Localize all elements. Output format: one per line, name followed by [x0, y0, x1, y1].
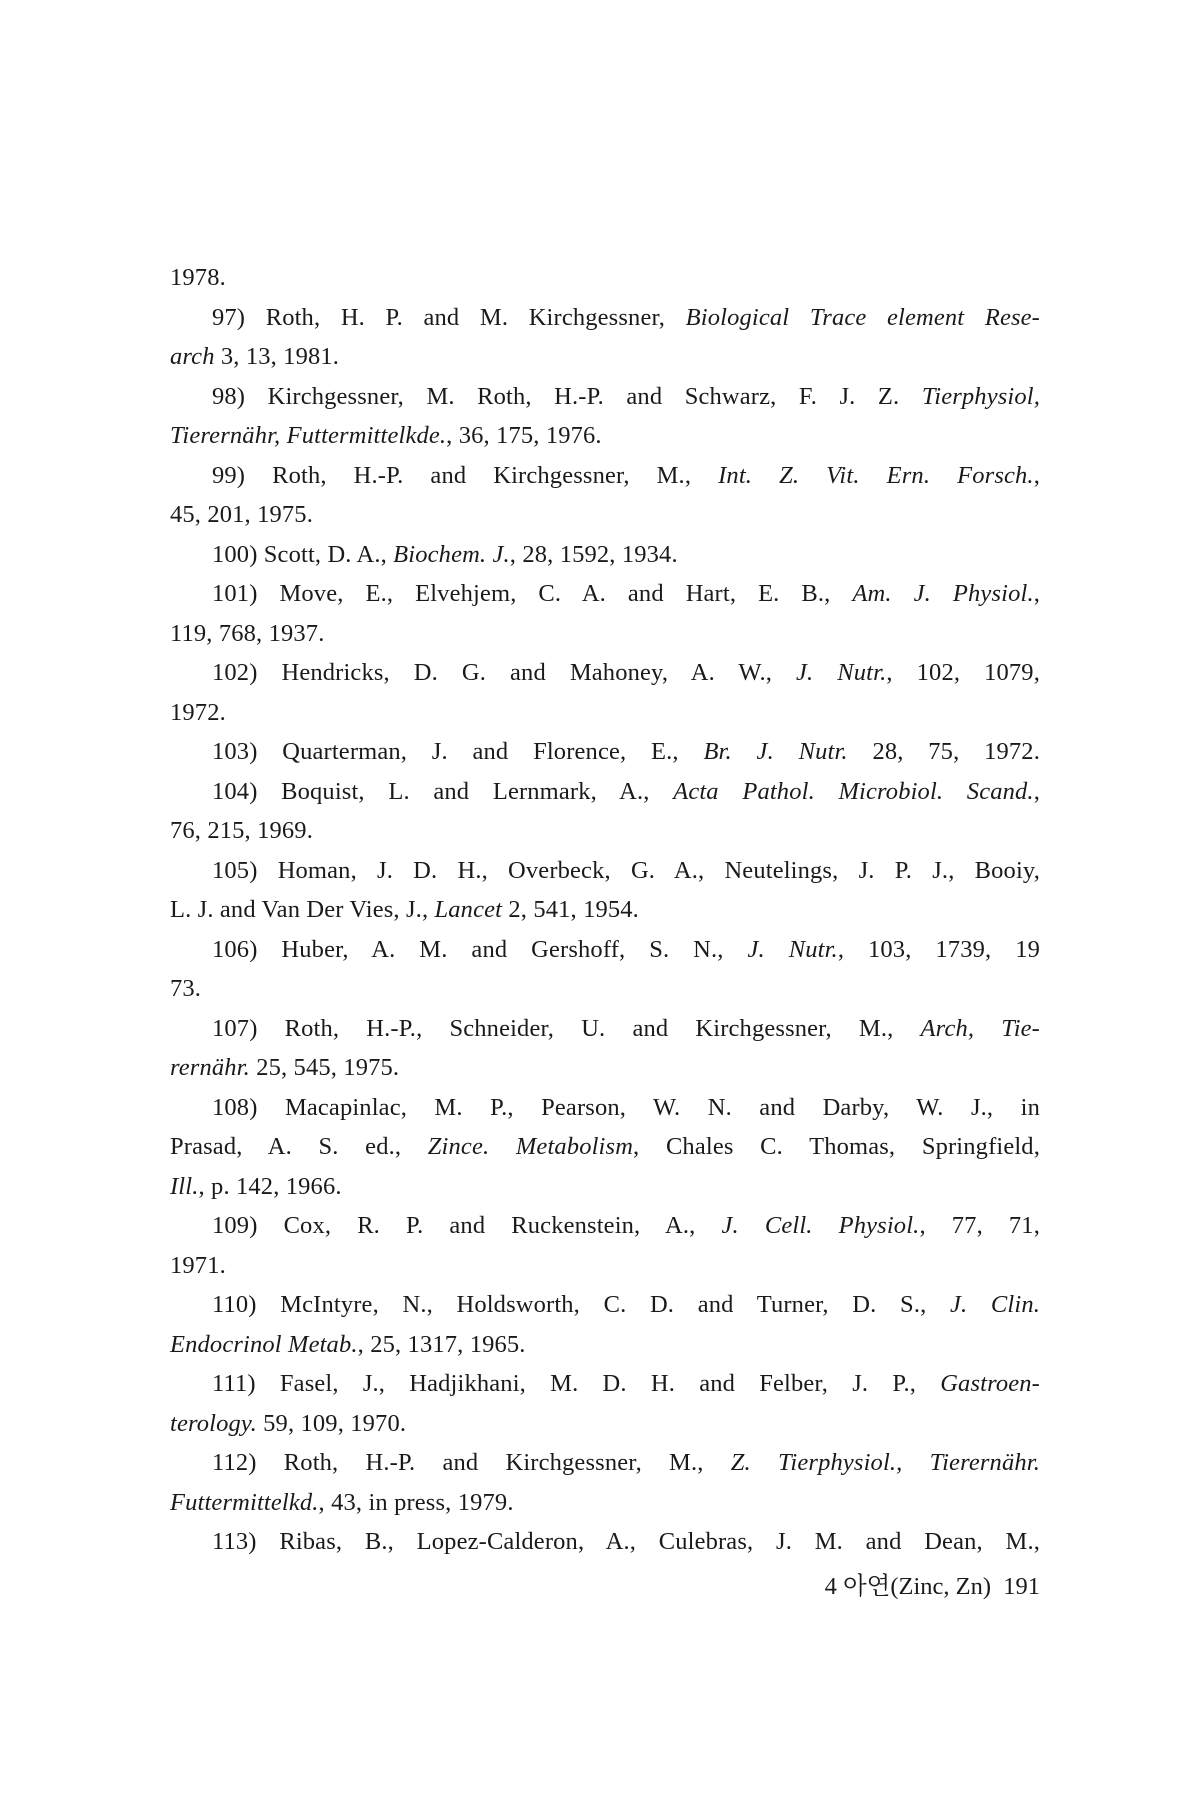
reference-line: [170, 811, 1040, 851]
journal-title: Biological Trace element Rese-: [685, 303, 1040, 331]
reference-text: 73.: [170, 975, 202, 1002]
journal-title: rernähr.: [170, 1054, 250, 1081]
reference-line: [170, 1483, 1040, 1523]
reference-line: [170, 1325, 1040, 1365]
journal-title: Tierernähr, Futtermittelkde.: [170, 422, 447, 449]
reference-line: [170, 653, 1040, 693]
reference-text: L. J. and Van Der Vies, J.,: [170, 896, 435, 923]
journal-title: Lancet: [434, 896, 503, 923]
journal-title: Ill.: [170, 1172, 199, 1200]
reference-text: ,: [1033, 580, 1040, 607]
reference-line: [170, 969, 1040, 1009]
reference-text: 104) Boquist, L. and Lernmark, A.,: [212, 777, 674, 805]
reference-text: 28, 75, 1972.: [847, 738, 1040, 765]
reference-text: 112) Roth, H.-P. and Kirchgessner, M.,: [212, 1449, 731, 1476]
reference-text: 102) Hendricks, D. G. and Mahoney, A. W.,: [212, 659, 796, 686]
reference-text: 109) Cox, R. P. and Ruckenstein, A.,: [212, 1212, 722, 1239]
reference-line: [170, 693, 1040, 733]
reference-text: 110) McIntyre, N., Holdsworth, C. D. and Turner, D. S.,: [212, 1291, 950, 1318]
reference-line: [170, 1522, 1040, 1562]
journal-title: Biochem. J.: [393, 540, 510, 568]
reference-text: , 25, 1317, 1965.: [357, 1330, 526, 1358]
journal-title: Futtermittelkd.: [170, 1488, 319, 1516]
reference-text: 97) Roth, H. P. and M. Kirchgessner,: [212, 303, 686, 331]
journal-title: terology.: [170, 1409, 257, 1437]
reference-line: [170, 1167, 1040, 1207]
reference-line: [170, 574, 1040, 614]
reference-text: 105) Homan, J. D. H., Overbeck, G. A., Neutelings, J. P. J., Booiy,: [212, 856, 1040, 884]
journal-title: Gastroen-: [940, 1370, 1040, 1397]
reference-line: [170, 495, 1040, 535]
reference-line: [170, 258, 1040, 298]
reference-line: [170, 456, 1040, 496]
reference-text: 1971.: [170, 1251, 226, 1279]
reference-text: , Chales C. Thomas, Springfield,: [633, 1133, 1040, 1160]
reference-text: 108) Macapinlac, M. P., Pearson, W. N. and Darby, W. J., in: [212, 1093, 1040, 1121]
reference-line: [170, 1206, 1040, 1246]
reference-text: , 102, 1079,: [886, 659, 1040, 686]
reference-text: 25, 545, 1975.: [249, 1054, 400, 1081]
journal-title: Br. J. Nutr.: [703, 738, 848, 765]
reference-line: [170, 851, 1040, 891]
reference-line: [170, 535, 1040, 575]
reference-text: 59, 109, 1970.: [256, 1409, 407, 1437]
reference-line: [170, 1009, 1040, 1049]
reference-line: [170, 1127, 1040, 1167]
journal-title: Am. J. Physiol.: [852, 580, 1034, 607]
reference-line: [170, 1088, 1040, 1128]
reference-text: 3, 13, 1981.: [214, 343, 340, 370]
reference-text: , 28, 1592, 1934.: [509, 540, 678, 568]
journal-title: Tierphysiol,: [921, 382, 1040, 410]
reference-text: 107) Roth, H.-P., Schneider, U. and Kirchgessner, M.,: [212, 1014, 921, 1042]
journal-title: Zince. Metabolism: [427, 1133, 634, 1160]
reference-text: , 77, 71,: [919, 1212, 1040, 1239]
reference-line: [170, 337, 1040, 377]
reference-text: 101) Move, E., Elvehjem, C. A. and Hart, E. B.,: [212, 580, 853, 607]
reference-line: [170, 890, 1040, 930]
reference-text: Prasad, A. S. ed.,: [170, 1133, 428, 1160]
reference-line: [170, 772, 1040, 812]
reference-line: [170, 732, 1040, 772]
journal-title: Arch, Tie-: [920, 1014, 1040, 1042]
journal-title: arch: [170, 343, 215, 370]
reference-text: 1972.: [170, 698, 226, 726]
reference-text: 103) Quarterman, J. and Florence, E.,: [212, 738, 704, 765]
reference-text: 1978.: [170, 264, 226, 291]
journal-title: J. Cell. Physiol.: [721, 1212, 920, 1239]
reference-line: [170, 1443, 1040, 1483]
reference-text: 2, 541, 1954.: [502, 896, 639, 923]
reference-text: 76, 215, 1969.: [170, 817, 313, 844]
journal-title: Int. Z. Vit. Ern. Forsch.: [718, 461, 1034, 489]
page-footer: [700, 1572, 1040, 1602]
reference-line: [170, 930, 1040, 970]
journal-title: J. Nutr.: [747, 935, 838, 963]
journal-title: Z. Tierphysiol., Tierernähr.: [730, 1449, 1040, 1476]
reference-text: 100) Scott, D. A.,: [212, 540, 394, 568]
journal-title: Endocrinol Metab.: [170, 1330, 358, 1358]
reference-text: 106) Huber, A. M. and Gershoff, S. N.,: [212, 935, 748, 963]
reference-line: [170, 1364, 1040, 1404]
reference-text: 98) Kirchgessner, M. Roth, H.-P. and Schwarz, F. J. Z.: [212, 382, 922, 410]
journal-title: Acta Pathol. Microbiol. Scand.: [673, 777, 1034, 805]
reference-line: [170, 1246, 1040, 1286]
reference-text: , p. 142, 1966.: [198, 1172, 342, 1200]
reference-text: 119, 768, 1937.: [170, 619, 325, 647]
reference-line: [170, 1048, 1040, 1088]
reference-text: 99) Roth, H.-P. and Kirchgessner, M.,: [212, 461, 719, 489]
reference-text: , 43, in press, 1979.: [318, 1488, 514, 1516]
reference-line: [170, 416, 1040, 456]
reference-line: [170, 614, 1040, 654]
journal-title: J. Nutr.: [795, 659, 887, 686]
reference-line: [170, 298, 1040, 338]
reference-text: 111) Fasel, J., Hadjikhani, M. D. H. and Felber, J. P.,: [212, 1370, 941, 1397]
journal-title: J. Clin.: [950, 1291, 1040, 1318]
reference-text: 113) Ribas, B., Lopez-Calderon, A., Culebras, J. M. and Dean, M.,: [212, 1528, 1040, 1555]
reference-text: ,: [1033, 777, 1040, 805]
page-number: 191: [1003, 1573, 1040, 1600]
chapter-title: 4 아연(Zinc, Zn): [824, 1573, 991, 1600]
reference-line: [170, 377, 1040, 417]
reference-text: 45, 201, 1975.: [170, 501, 313, 528]
reference-line: [170, 1285, 1040, 1325]
reference-line: [170, 1404, 1040, 1444]
reference-text: ,: [1033, 461, 1040, 489]
reference-list: [170, 258, 1040, 1562]
reference-text: , 36, 175, 1976.: [446, 422, 602, 449]
reference-text: , 103, 1739, 19: [837, 935, 1040, 963]
